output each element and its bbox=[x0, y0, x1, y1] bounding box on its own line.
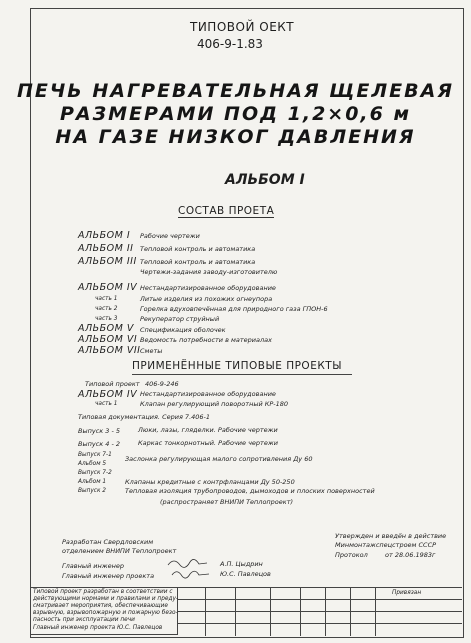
issue-2-label: Выпуск 2 bbox=[78, 488, 106, 494]
part-1-label: часть 1 bbox=[95, 296, 118, 302]
type-project-number: 406-9-246 bbox=[145, 380, 179, 388]
signature-name-1: А.П. Цыдрин bbox=[220, 560, 263, 568]
stamp-row-line-3 bbox=[178, 623, 462, 624]
stamp-col-5 bbox=[325, 587, 326, 636]
note-line-1: Типовой проект разработан в соответствии с bbox=[33, 589, 173, 595]
applied-part-label: часть 1 bbox=[95, 401, 118, 407]
issue-4-2-label: Выпуск 4 - 2 bbox=[78, 440, 121, 448]
stamp-col-6 bbox=[350, 587, 351, 636]
issue-3-5-label: Выпуск 3 - 5 bbox=[78, 427, 121, 435]
applied-heading: ПРИМЕНЁННЫЕ ТИПОВЫЕ ПРОЕКТЫ bbox=[132, 360, 342, 372]
approval-protocol-label: Протокол bbox=[335, 551, 368, 559]
album-row-1-desc: Рабочие чертежи bbox=[140, 232, 200, 240]
project-type-label: ТИПОВОЙ ОЕКТ bbox=[190, 20, 295, 34]
part-2-desc: Горелка вдуховпечённая для природного газа ГПОН-6 bbox=[140, 305, 328, 313]
album-5-desc: Заслонка регулирующая малого сопротивления Ду 60 bbox=[125, 455, 313, 463]
album-row-6-label: АЛЬБОМ VI bbox=[78, 334, 138, 345]
approval-line-2: Минмонтажспецстроем СССР bbox=[335, 541, 437, 549]
docs-series-label: Типовая документация. Серия 7.406-1 bbox=[78, 413, 211, 421]
note-line-4: взрывную, взрывопожарную и пожарную безо- bbox=[33, 610, 178, 616]
stamp-linked-label: Привязан bbox=[392, 590, 422, 596]
album-row-3b-desc: Чертежи-задания заводу-изготовителю bbox=[140, 268, 278, 276]
signature-role-2: Главный инженер проекта bbox=[62, 572, 155, 580]
applied-album-desc: Нестандартизированное оборудование bbox=[140, 390, 276, 398]
stamp-row-line-1 bbox=[178, 599, 462, 600]
album-row-5-label: АЛЬБОМ V bbox=[78, 323, 134, 334]
applied-album-label: АЛЬБОМ IV bbox=[78, 389, 138, 400]
stamp-col-3 bbox=[270, 587, 271, 636]
album-row-2-desc: Тепловой контроль и автоматика bbox=[140, 245, 256, 253]
note-line-3: сматривает мероприятия, обеспечивающие bbox=[33, 603, 168, 609]
stamp-row-line-2 bbox=[178, 611, 462, 612]
signature-name-2: Ю.С. Павлецов bbox=[220, 570, 271, 578]
issue-2-desc: Тепловая изоляция трубопроводов, дымоходов и плоских поверхностей bbox=[125, 487, 375, 495]
type-project-label: Типовой проект bbox=[85, 380, 140, 388]
part-3-label: часть 3 bbox=[95, 316, 118, 322]
album-row-5-desc: Спецификация оболочек bbox=[140, 326, 226, 334]
project-number: 406-9-1.83 bbox=[197, 37, 263, 51]
part-1-desc: Литые изделия из похожих огнеупора bbox=[140, 295, 273, 303]
approval-protocol-value: от 28.06.1983г bbox=[385, 551, 436, 559]
issue-4-2-desc: Каркас тонкорнотный. Рабочие чертежи bbox=[138, 439, 278, 447]
note-line-5: пасность при эксплуатации печи bbox=[33, 617, 135, 623]
album-heading: АЛЬБОМ I bbox=[225, 172, 305, 188]
part-3-desc: Рекуператор струйный bbox=[140, 315, 220, 323]
issue-3-5-desc: Люки, лазы, гляделки. Рабочие чертежи bbox=[138, 426, 278, 434]
stamp-col-7 bbox=[375, 587, 376, 636]
composition-heading: СОСТАВ ПРОЕТА bbox=[178, 205, 275, 217]
album-row-7-desc: Сметы bbox=[140, 347, 163, 355]
issue-7-1-label: Выпуск 7-1 bbox=[78, 452, 112, 458]
issue-7-2-label: Выпуск 7-2 bbox=[78, 470, 112, 476]
issue-2-note: (распространяет ВНИПИ Теплопроект) bbox=[160, 498, 294, 506]
signature-role-1: Главный инженер bbox=[62, 562, 124, 570]
album-1-label: Альбом 1 bbox=[78, 479, 107, 485]
title-line-1: ПЕЧЬ НАГРЕВАТЕЛЬНАЯ ЩЕЛЕВАЯ bbox=[17, 80, 454, 102]
approval-line-1: Утвержден и введён в действие bbox=[335, 532, 447, 540]
developer-line-1: Разработан Свердловским bbox=[62, 538, 154, 546]
stamp-col-1 bbox=[205, 587, 206, 636]
album-row-3-label: АЛЬБОМ III bbox=[78, 256, 137, 267]
stamp-top-line bbox=[178, 587, 462, 588]
album-row-6-desc: Ведомость потребности в материалах bbox=[140, 336, 272, 344]
part-2-label: часть 2 bbox=[95, 306, 118, 312]
note-line-6: Главный инженер проекта Ю.С. Павлецов bbox=[33, 625, 163, 631]
applied-part-desc: Клапан регулирующий поворотный КР-180 bbox=[140, 400, 289, 408]
album-row-7-label: АЛЬБОМ VII bbox=[78, 345, 141, 356]
note-line-2: действующими нормами и правилами и преду- bbox=[33, 596, 179, 602]
album-5-label: Альбом 5 bbox=[78, 461, 107, 467]
stamp-col-4 bbox=[300, 587, 301, 636]
stamp-col-2 bbox=[235, 587, 236, 636]
album-1-desc: Клапаны кредитные с контрфланцами Ду 50-250 bbox=[125, 478, 295, 486]
applied-heading-underline bbox=[132, 374, 352, 375]
album-row-4-label: АЛЬБОМ IV bbox=[78, 282, 138, 293]
title-line-2: РАЗМЕРАМИ ПОД 1,2×0,6 м bbox=[59, 103, 412, 125]
developer-line-2: отделением ВНИПИ Теплопроект bbox=[62, 547, 177, 555]
album-row-1-label: АЛЬБОМ I bbox=[78, 230, 131, 241]
album-row-2-label: АЛЬБОМ II bbox=[78, 243, 134, 254]
title-line-3: НА ГАЗЕ НИЗКОГ ДАВЛЕНИЯ bbox=[55, 126, 416, 148]
album-row-3-desc: Тепловой контроль и автоматика bbox=[140, 258, 256, 266]
album-row-4-desc: Нестандартизированное оборудование bbox=[140, 284, 276, 292]
